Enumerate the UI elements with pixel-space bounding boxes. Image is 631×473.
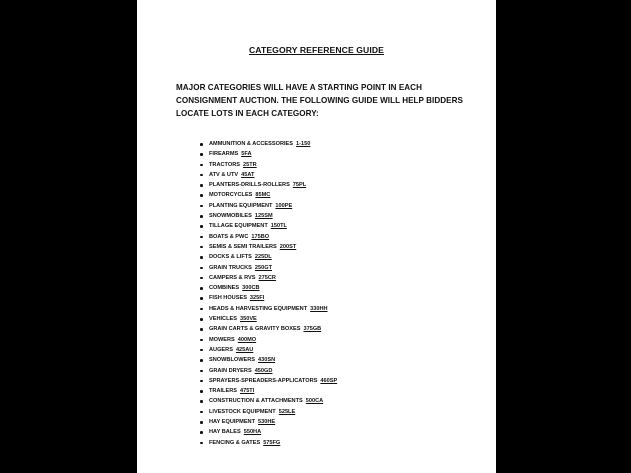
category-item [200, 324, 337, 334]
intro-line: MAJOR CATEGORIES WILL HAVE A STARTING POINT IN EACH [176, 83, 422, 92]
category-code: 250GT [254, 264, 272, 271]
category-code: 525LE [278, 408, 296, 415]
category-item [200, 190, 337, 200]
category-item [200, 201, 337, 211]
document-page [137, 0, 496, 473]
category-code: 150TL [270, 223, 287, 230]
category-code: 530HE [258, 419, 276, 426]
category-item [200, 396, 337, 406]
category-code: 460SP [320, 377, 338, 384]
bullet-icon [200, 215, 203, 218]
category-code: 550HA [243, 429, 262, 436]
category-item [200, 304, 337, 314]
category-code: 400MO [237, 336, 257, 343]
category-name: GRAIN CARTS & GRAVITY BOXES [209, 326, 301, 333]
category-item [200, 221, 337, 231]
category-name: COMBINES [209, 285, 240, 292]
category-name: HAY EQUIPMENT [209, 419, 256, 426]
category-code: 275CR [258, 274, 276, 281]
bullet-icon [200, 246, 203, 249]
category-name: FENCING & GATES [209, 439, 261, 446]
category-code: 450GD [254, 367, 273, 374]
category-code: 75PL [292, 182, 307, 189]
category-item [200, 149, 337, 159]
category-code: 430SN [258, 357, 276, 364]
document-title: CATEGORY REFERENCE GUIDE [249, 45, 384, 55]
category-item [200, 386, 337, 396]
bullet-icon [200, 390, 203, 393]
category-name: FISH HOUSES [209, 295, 247, 302]
bullet-icon [200, 277, 203, 280]
bullet-icon [200, 297, 203, 300]
category-code: 330HH [310, 305, 328, 312]
category-item [200, 232, 337, 242]
bullet-icon [200, 370, 203, 373]
category-item [200, 242, 337, 252]
bullet-icon [200, 359, 203, 362]
intro-paragraph [176, 81, 494, 120]
category-name: ATV & UTV [209, 171, 239, 178]
category-name: AMMUNITION & ACCESSORIES [209, 141, 294, 147]
category-name: PLANTERS-DRILLS-ROLLERS [209, 182, 290, 189]
bullet-icon [200, 194, 203, 197]
category-code: 85MC [255, 192, 271, 199]
category-code: 500CA [305, 398, 324, 405]
bullet-icon [200, 153, 203, 156]
category-code: 45AT [241, 171, 255, 178]
category-item [200, 139, 337, 149]
category-code: 325FI [249, 295, 265, 302]
category-code: 125SM [254, 213, 273, 220]
category-item [200, 314, 337, 324]
bullet-icon [200, 256, 203, 259]
bullet-icon [200, 205, 203, 208]
category-name: AUGERS [209, 346, 233, 353]
category-list [200, 139, 337, 448]
category-name: MOTORCYCLES [209, 192, 253, 199]
category-name: GRAIN DRYERS [209, 367, 252, 374]
category-name: CONSTRUCTION & ATTACHMENTS [209, 398, 303, 405]
category-name: DOCKS & LIFTS [209, 254, 252, 261]
category-name: LIVESTOCK EQUIPMENT [209, 408, 276, 415]
bullet-icon [200, 411, 203, 414]
category-name: VEHICLES [209, 316, 237, 323]
bullet-icon [200, 174, 203, 177]
category-name: TRACTORS [209, 161, 240, 168]
bullet-icon [200, 143, 203, 146]
category-code: 1-150 [296, 141, 311, 147]
bullet-icon [200, 421, 203, 424]
category-item [200, 180, 337, 190]
bullet-icon [200, 349, 203, 352]
category-code: 5FA [241, 151, 252, 158]
category-item [200, 438, 337, 448]
category-code: 225DL [254, 254, 272, 261]
category-name: SNOWMOBILES [209, 213, 252, 220]
category-item [200, 427, 337, 437]
category-item [200, 160, 337, 170]
bullet-icon [200, 400, 203, 403]
category-item [200, 283, 337, 293]
category-code: 300CB [242, 285, 260, 292]
category-code: 25TR [242, 161, 257, 168]
bullet-icon [200, 339, 203, 342]
category-name: HEADS & HARVESTING EQUIPMENT [209, 305, 308, 312]
category-item [200, 252, 337, 262]
category-name: MOWERS [209, 336, 235, 343]
category-name: TRAILERS [209, 388, 237, 395]
bullet-icon [200, 236, 203, 239]
bullet-icon [200, 328, 203, 331]
category-item [200, 293, 337, 303]
category-item [200, 417, 337, 427]
category-name: SNOWBLOWERS [209, 357, 255, 364]
category-item [200, 345, 337, 355]
bullet-icon [200, 164, 203, 167]
category-name: GRAIN TRUCKS [209, 264, 252, 271]
category-item [200, 263, 337, 273]
category-code: 100PE [275, 202, 293, 209]
bullet-icon [200, 380, 203, 383]
bullet-icon [200, 318, 203, 321]
bullet-icon [200, 287, 203, 290]
category-name: HAY BALES [209, 429, 241, 436]
category-item [200, 407, 337, 417]
category-item [200, 273, 337, 283]
category-name: FIREARMS [209, 151, 239, 158]
category-code: 200ST [279, 243, 297, 250]
category-item [200, 366, 337, 376]
category-name: CAMPERS & RVS [209, 274, 256, 281]
category-item [200, 170, 337, 180]
intro-line: CONSIGNMENT AUCTION. THE FOLLOWING GUIDE WILL HELP BIDDERS [176, 96, 463, 105]
category-item [200, 335, 337, 345]
category-code: 375GB [303, 326, 322, 333]
category-name: BOATS & PWC [209, 233, 249, 240]
category-name: SEMIS & SEMI TRAILERS [209, 243, 277, 250]
category-name: SPRAYERS-SPREADERS-APPLICATORS [209, 377, 318, 384]
intro-line: LOCATE LOTS IN EACH CATEGORY: [176, 109, 319, 118]
category-code: 425AU [235, 346, 254, 353]
category-name: TILLAGE EQUIPMENT [209, 223, 268, 230]
category-item [200, 355, 337, 365]
category-code: 350VE [239, 316, 257, 323]
category-item [200, 376, 337, 386]
category-code: 175BO [251, 233, 270, 240]
category-code: 475TI [239, 388, 255, 395]
bullet-icon [200, 431, 203, 434]
bullet-icon [200, 184, 203, 187]
bullet-icon [200, 267, 203, 270]
bullet-icon [200, 442, 203, 445]
category-code: 575FG [263, 439, 281, 446]
category-name: PLANTING EQUIPMENT [209, 202, 273, 209]
category-item [200, 211, 337, 221]
bullet-icon [200, 308, 203, 311]
bullet-icon [200, 225, 203, 228]
